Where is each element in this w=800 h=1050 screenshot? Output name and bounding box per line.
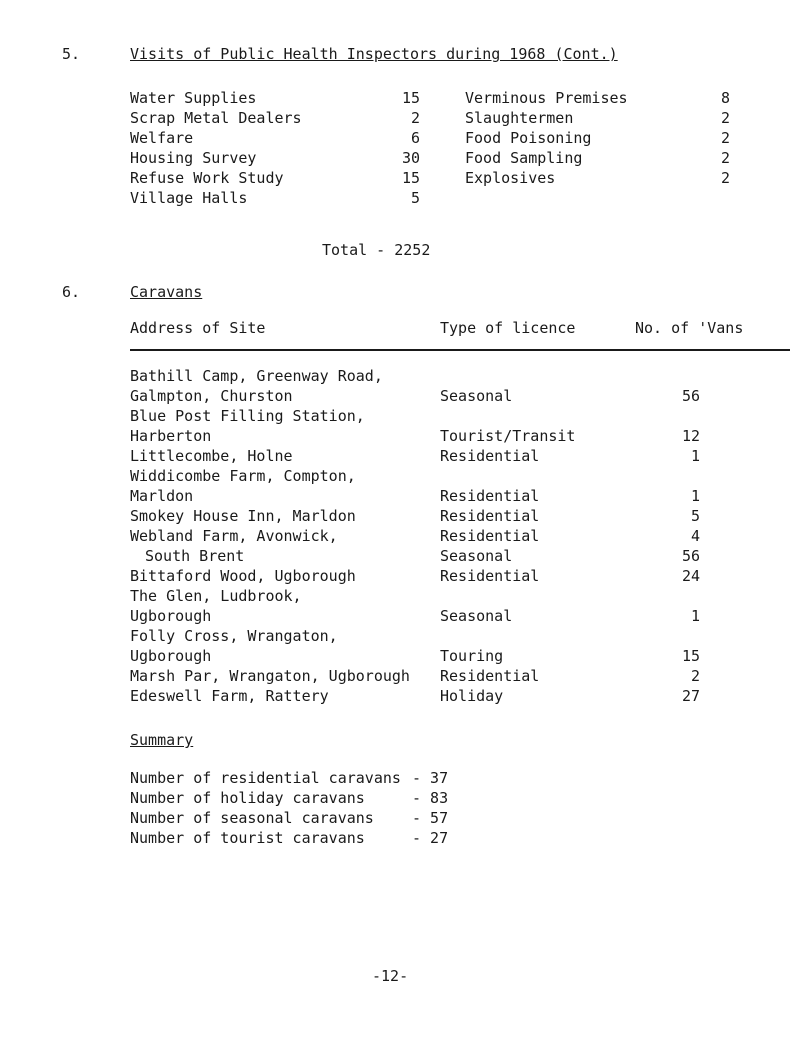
inspection-item-count: 5 (410, 189, 420, 207)
summary-line-label: Number of seasonal caravans (130, 809, 374, 827)
inspection-item-label: Food Poisoning (465, 129, 592, 147)
caravan-site-address: Galmpton, Churston (130, 387, 293, 405)
inspection-item-label: Welfare (130, 129, 194, 147)
caravan-licence-type: Tourist/Transit (440, 427, 576, 445)
inspection-item-count: 2 (720, 149, 730, 167)
caravan-count: 1 (690, 447, 700, 465)
inspection-item-label: Slaughtermen (465, 109, 574, 127)
section-5-title: Visits of Public Health Inspectors during 1968 (Cont.) (130, 45, 618, 63)
caravan-count: 24 (681, 567, 700, 585)
caravan-site-address: Marsh Par, Wrangaton, Ugborough (130, 667, 410, 685)
summary-line-label: Number of residential caravans (130, 769, 401, 787)
caravan-count: 2 (690, 667, 700, 685)
inspection-item-label: Refuse Work Study (130, 169, 284, 187)
inspection-item-count: 30 (401, 149, 420, 167)
caravan-licence-type: Residential (440, 567, 540, 585)
inspections-total: Total - 2252 (322, 241, 431, 259)
inspection-item-count: 15 (401, 89, 420, 107)
caravan-site-address: Smokey House Inn, Marldon (130, 507, 356, 525)
inspection-item-label: Scrap Metal Dealers (130, 109, 302, 127)
inspection-item-count: 2 (720, 129, 730, 147)
caravan-count: 27 (681, 687, 700, 705)
caravan-count: 5 (690, 507, 700, 525)
inspection-item-count: 15 (401, 169, 420, 187)
caravan-licence-type: Holiday (440, 687, 504, 705)
caravan-licence-type: Touring (440, 647, 504, 665)
caravan-licence-type: Residential (440, 667, 540, 685)
summary-title: Summary (130, 731, 194, 749)
inspection-item-count: 6 (410, 129, 420, 147)
section-6-title: Caravans (130, 283, 203, 301)
caravan-site-address: Littlecombe, Holne (130, 447, 293, 465)
inspection-item-label: Verminous Premises (465, 89, 628, 107)
caravan-count: 1 (690, 487, 700, 505)
caravan-licence-type: Residential (440, 507, 540, 525)
caravan-licence-type: Seasonal (440, 387, 513, 405)
summary-line-value: - 37 (412, 769, 449, 787)
column-header-licence-type: Type of licence (440, 319, 576, 337)
caravan-site-address: Blue Post Filling Station, (130, 407, 365, 425)
inspection-item-label: Village Halls (130, 189, 248, 207)
summary-line-value: - 27 (412, 829, 449, 847)
inspection-item-label: Food Sampling (465, 149, 583, 167)
summary-line-value: - 57 (412, 809, 449, 827)
inspection-item-count: 2 (720, 109, 730, 127)
caravan-count: 4 (690, 527, 700, 545)
summary-line-value: - 83 (412, 789, 449, 807)
inspection-item-label: Water Supplies (130, 89, 257, 107)
caravan-site-address: Widdicombe Farm, Compton, (130, 467, 356, 485)
caravan-site-address: The Glen, Ludbrook, (130, 587, 302, 605)
caravan-licence-type: Residential (440, 447, 540, 465)
caravan-site-address: Edeswell Farm, Rattery (130, 687, 329, 705)
section-6-number: 6. (62, 283, 81, 301)
section-5-number: 5. (62, 45, 81, 63)
caravan-licence-type: Seasonal (440, 607, 513, 625)
column-header-address: Address of Site (130, 319, 266, 337)
caravan-site-address: Webland Farm, Avonwick, (130, 527, 338, 545)
caravan-count: 1 (690, 607, 700, 625)
summary-line-label: Number of tourist caravans (130, 829, 365, 847)
caravan-site-address: Folly Cross, Wrangaton, (130, 627, 338, 645)
caravan-count: 12 (681, 427, 700, 445)
inspection-item-count: 2 (410, 109, 420, 127)
caravan-licence-type: Residential (440, 527, 540, 545)
caravan-site-address: Marldon (130, 487, 194, 505)
inspection-item-count: 2 (720, 169, 730, 187)
caravan-site-address: Ugborough (130, 647, 212, 665)
caravan-site-address: South Brent (145, 547, 245, 565)
caravan-site-address: Bittaford Wood, Ugborough (130, 567, 356, 585)
summary-line-label: Number of holiday caravans (130, 789, 365, 807)
caravan-site-address: Harberton (130, 427, 212, 445)
inspection-item-label: Explosives (465, 169, 556, 187)
caravan-count: 15 (681, 647, 700, 665)
caravan-site-address: Ugborough (130, 607, 212, 625)
page-number: -12- (372, 967, 409, 985)
caravan-count: 56 (681, 387, 700, 405)
caravan-licence-type: Residential (440, 487, 540, 505)
header-rule (130, 349, 790, 351)
column-header-van-count: No. of 'Vans (635, 319, 744, 337)
inspection-item-count: 8 (720, 89, 730, 107)
inspection-item-label: Housing Survey (130, 149, 257, 167)
caravan-count: 56 (681, 547, 700, 565)
caravan-licence-type: Seasonal (440, 547, 513, 565)
caravan-site-address: Bathill Camp, Greenway Road, (130, 367, 383, 385)
